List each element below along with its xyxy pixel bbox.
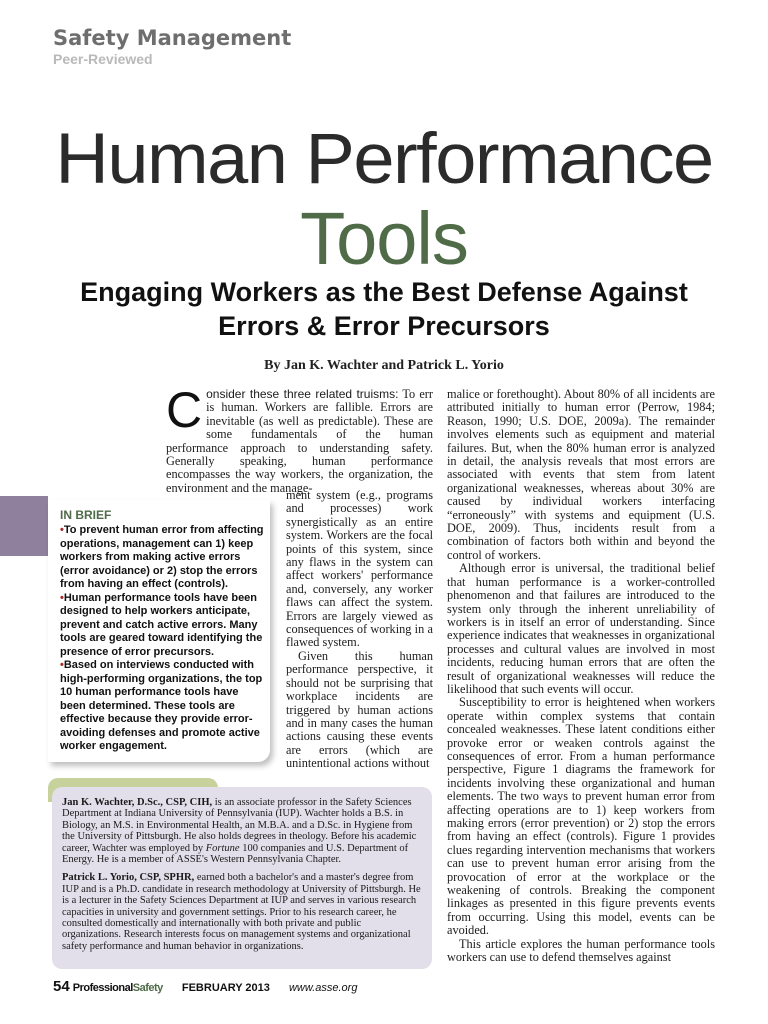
column-1-paragraph-1: To err is human. Workers are fallible. Errors are inevitable (as well as predictable). These are some fundamentals of the human performance approach to understanding safety. Generally speaking, human performance encompasses the way workers, the organization, the environment and the manage- (166, 387, 433, 495)
author-bio-wachter: Jan K. Wachter, D.Sc., CSP, CIH, is an associate professor in the Safety Sciences Department at Indiana University of Pennsylvania (IUP). Wachter holds a B.S. in Biology, an M.S. in Environmental Health, an M.B.A. and a D.Sc. in Hygiene from the University of Pittsburgh. He also holds degrees in theology. Before his academic career, Wachter was employed by Fortune 100 companies and U.S. Department of Energy. He is a member of ASSE's Western Pennsylvania Chapter. (62, 797, 417, 866)
author-bios (52, 787, 432, 969)
article-title-accent: Tools (300, 197, 468, 280)
in-brief-box (48, 500, 270, 762)
column-2 (447, 388, 715, 964)
column-1-paragraph-2: Given this human performance perspective, it should not be surprising that workplace incidents are triggered by human actions and in many cases the human actions causing these events are errors (which are unintentional actions without (286, 648, 433, 771)
section-title: Safety Management (53, 26, 292, 50)
article-subtitle: Engaging Workers as the Best Defense Against Errors & Error Precursors (80, 277, 688, 341)
website-link[interactable]: www.asse.org (288, 982, 358, 994)
column-2-paragraph-2: Although error is universal, the traditional belief that human performance is a worker-controlled phenomenon and that failures are introduced to the system only through the inherent unreliability of workers is in itself an error of understanding. Since experience indicates that weaknesses in organizational processes and cultural values are involved in most incidents, reducing human errors that are often the result of organizational weaknesses will reduce the likelihood that such events will occur. (447, 561, 715, 696)
bullet-icon: • (60, 524, 64, 536)
peer-reviewed-label: Peer-Reviewed (53, 51, 153, 67)
bullet-icon: • (60, 591, 64, 604)
column-2-paragraph-4: This article explores the human performance tools workers can use to defend themselves against (447, 936, 715, 965)
in-brief-item: •Human performance tools have been designed to help workers anticipate, prevent and catch active errors. Many tools are geared toward identifying the presence of error precursors. (60, 591, 263, 658)
magazine-name: ProfessionalSafety (72, 982, 163, 994)
column-1-paragraph-1-cont: ment system (e.g., programs and processes) work synergistically as an entire system. Workers are the focal points of this system, since any flaws in the system can affect workers' performance and, conversely, any worker flaws can affect the system. Errors are largely viewed as consequences of working in a flawed system. (286, 488, 433, 650)
lead-in: onsider these three related truisms: (206, 387, 399, 401)
page-number: 54 (53, 978, 70, 995)
in-brief-item: •Based on interviews conducted with high-performing organizations, the top 10 human performance tools have been determined. These tools are effective because they provide error-avoiding defenses and promote active worker engagement. (60, 659, 263, 752)
issue-date: FEBRUARY 2013 (181, 982, 270, 994)
article-title: Human Performance (55, 118, 713, 199)
byline: By Jan K. Wachter and Patrick L. Yorio (264, 358, 504, 373)
author-bio-yorio: Patrick L. Yorio, CSP, SPHR, earned both a bachelor's and a master's degree from IUP and is a Ph.D. candidate in research methodology at University of Pittsburgh. He is a lecturer in the Safety Sciences Department at IUP and serves in various research capacities in university and government settings. Prior to his research career, he consulted domestically and internationally with both private and public organizations. Research interests focus on management systems and organizational safety performance and human behavior in organizations. (62, 872, 421, 952)
column-2-paragraph-1: malice or forethought). About 80% of all incidents are attributed initially to human error (Perrow, 1984; Reason, 1990; U.S. DOE, 2009a). The remainder involves elements such as equipment and material failures. But, when the 80% human error is analyzed in detail, the analysis reveals that most errors are associated with events that stem from latent organizational weaknesses, whereas about 30% are caused by individual workers interfacing “erroneously” with systems and equipment (U.S. DOE, 2009). Thus, incidents result from a combination of factors both within and beyond the control of workers. (447, 387, 715, 562)
column-1-intro (166, 382, 433, 495)
bullet-icon: • (60, 659, 64, 671)
sidebar-accent-bar (0, 496, 48, 556)
column-1-narrow (286, 489, 433, 771)
in-brief-item: •To prevent human error from affecting operations, management can 1) keep workers from making active errors (error avoidance) or 2) stop the errors from having an effect (controls). (60, 524, 264, 590)
in-brief-title: IN BRIEF (60, 508, 112, 522)
drop-cap: C (166, 382, 203, 438)
column-2-paragraph-3: Susceptibility to error is heightened when workers operate within complex systems that contain concealed weaknesses. These latent conditions either provoke error or weaken controls against the consequences of error. From a human performance perspective, Figure 1 diagrams the framework for incidents involving these organizational and human elements. The two ways to prevent human error from affecting operations are to 1) keep workers from making errors (error prevention) or 2) stop the errors from having an effect (controls). Figure 1 provides clues regarding intervention mechanisms that workers can use to prevent human error arising from the provocation of error at the workplace or the weakening of controls. Breaking the component linkages as presented in this figure prevents events from occurring. Using this model, events can be avoided. (447, 695, 715, 938)
page-footer (53, 978, 357, 995)
